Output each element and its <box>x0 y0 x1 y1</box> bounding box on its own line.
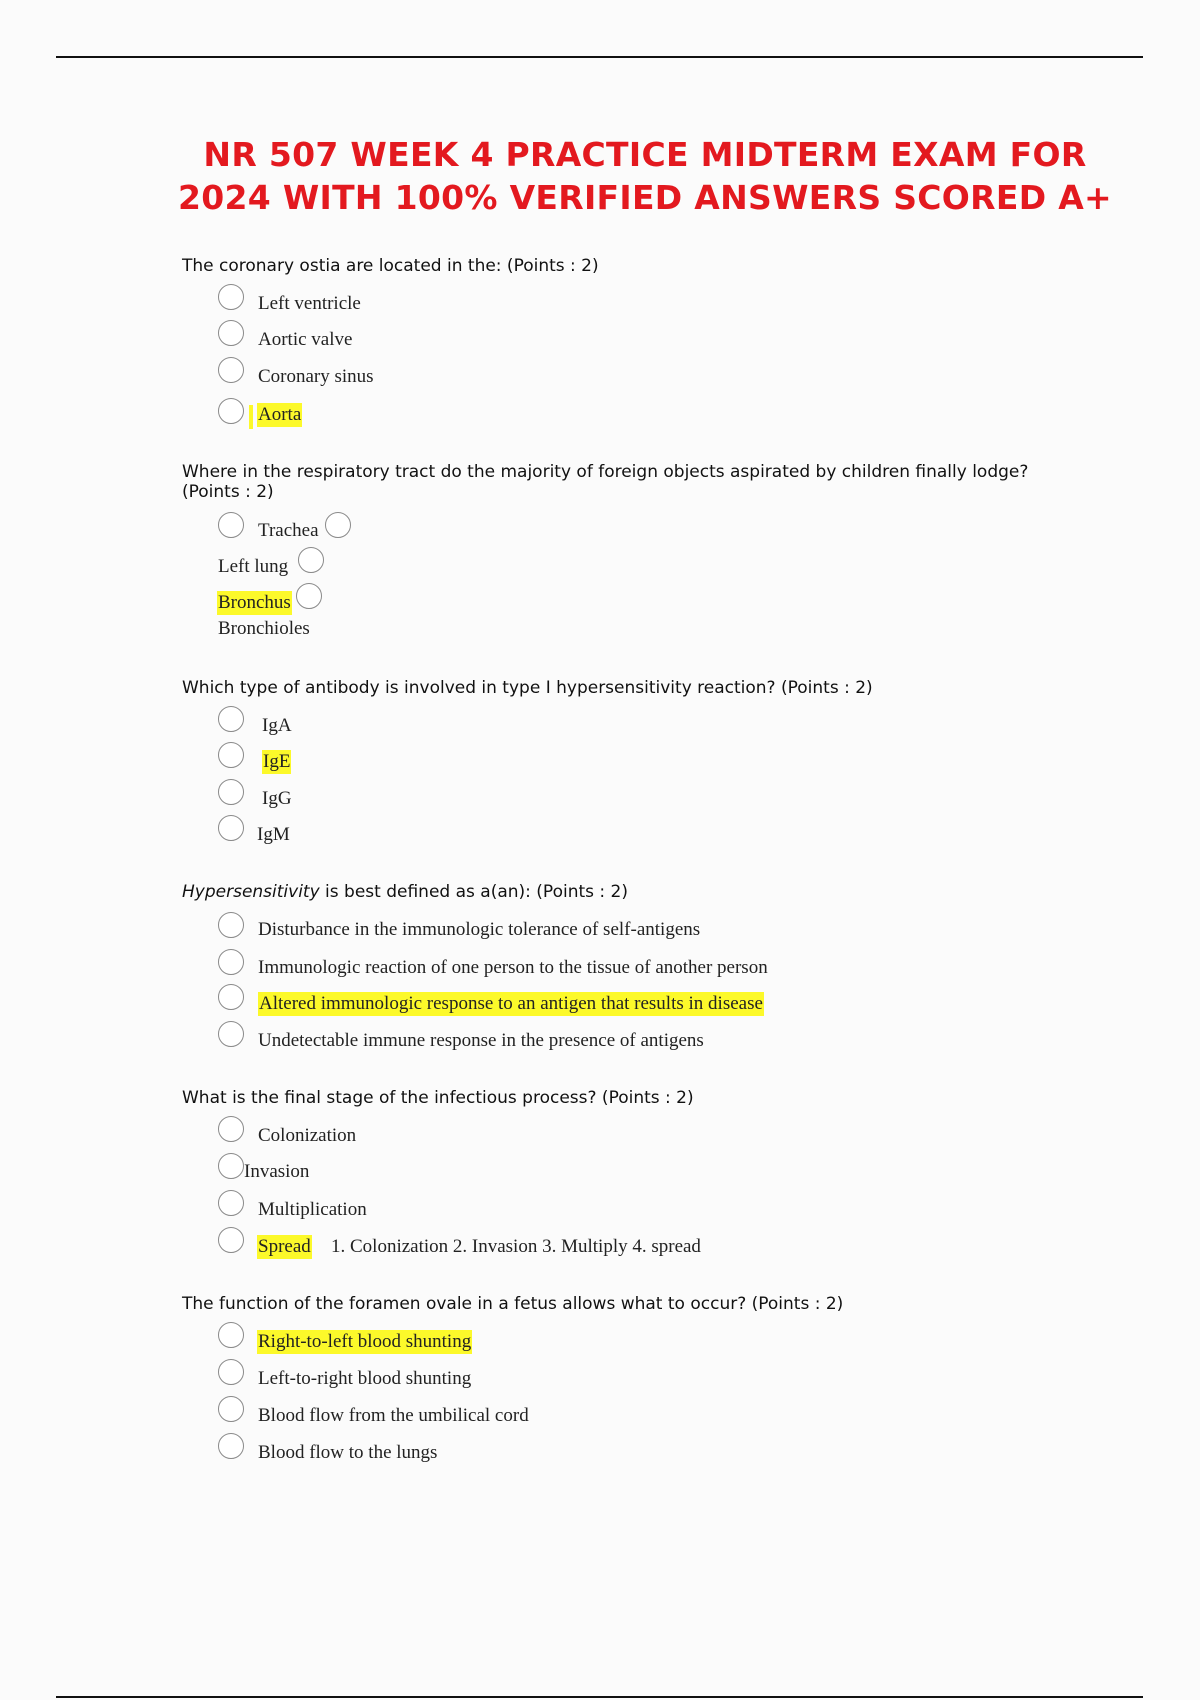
option-q3-c: IgG <box>262 788 292 809</box>
radio-q2-d[interactable] <box>296 583 322 609</box>
radio-q6-d[interactable] <box>218 1433 244 1459</box>
option-q2-a: Trachea <box>258 520 319 541</box>
radio-q6-b[interactable] <box>218 1359 244 1385</box>
option-q4-d: Undetectable immune response in the presence of antigens <box>258 1030 704 1051</box>
radio-q1-c[interactable] <box>218 357 244 383</box>
radio-q6-a[interactable] <box>218 1322 244 1348</box>
option-q2-c-answer: Bronchus <box>218 592 291 613</box>
radio-q4-b[interactable] <box>218 949 244 975</box>
option-q3-d: IgM <box>257 824 290 845</box>
option-q5-b: Invasion <box>244 1161 310 1182</box>
answer-note: 1. Colonization 2. Invasion 3. Multiply 4. spread <box>331 1236 701 1257</box>
option-q4-a: Disturbance in the immunologic tolerance of self-antigens <box>258 919 701 940</box>
radio-q5-c[interactable] <box>218 1190 244 1216</box>
radio-q5-a[interactable] <box>218 1116 244 1142</box>
option-q6-a-answer: Right-to-left blood shunting <box>258 1331 472 1352</box>
radio-q2-c[interactable] <box>298 547 324 573</box>
question-4-emphasis: Hypersensitivity <box>182 882 320 902</box>
title-line-1: NR 507 WEEK 4 PRACTICE MIDTERM EXAM FOR <box>203 135 1087 174</box>
option-q2-d: Bronchioles <box>218 618 310 639</box>
option-q6-c: Blood flow from the umbilical cord <box>258 1405 529 1426</box>
radio-q3-a[interactable] <box>218 706 244 732</box>
bottom-rule <box>56 1696 1143 1698</box>
option-q5-c: Multiplication <box>258 1199 367 1220</box>
option-q4-b: Immunologic reaction of one person to the tissue of another person <box>258 957 768 978</box>
radio-q3-b[interactable] <box>218 742 244 768</box>
radio-q2-b[interactable] <box>325 512 351 538</box>
option-q6-b: Left-to-right blood shunting <box>258 1368 472 1389</box>
page-title <box>0 133 1200 219</box>
question-4-rest: is best defined as a(an): (Points : 2) <box>319 882 628 902</box>
option-q5-d-answer: Spread <box>258 1236 311 1257</box>
option-q1-a: Left ventricle <box>258 293 361 314</box>
radio-q3-c[interactable] <box>218 779 244 805</box>
option-q4-c-answer: Altered immunologic response to an antigen that results in disease <box>259 993 763 1014</box>
question-6: The function of the foramen ovale in a fetus allows what to occur? (Points : 2) <box>182 1294 844 1314</box>
option-q1-c: Coronary sinus <box>258 366 374 387</box>
option-q6-d: Blood flow to the lungs <box>258 1442 438 1463</box>
option-q1-b: Aortic valve <box>258 329 353 350</box>
question-2: Where in the respiratory tract do the majority of foreign objects aspirated by children finally lodge? (Points : 2) <box>182 462 1029 502</box>
radio-q2-a[interactable] <box>218 512 244 538</box>
radio-q4-a[interactable] <box>218 912 244 938</box>
radio-q6-c[interactable] <box>218 1396 244 1422</box>
question-1: The coronary ostia are located in the: (Points : 2) <box>182 256 599 276</box>
question-4 <box>182 882 1042 902</box>
radio-q1-d[interactable] <box>218 398 244 424</box>
highlight-mark <box>249 405 253 429</box>
radio-q3-d[interactable] <box>218 815 244 841</box>
question-5: What is the final stage of the infectious process? (Points : 2) <box>182 1088 694 1108</box>
radio-q1-a[interactable] <box>218 284 244 310</box>
radio-q4-d[interactable] <box>218 1021 244 1047</box>
option-q2-b: Left lung <box>218 556 289 577</box>
top-rule <box>56 56 1143 58</box>
option-q1-d-answer: Aorta <box>258 404 302 425</box>
option-q5-a: Colonization <box>258 1125 357 1146</box>
radio-q4-c[interactable] <box>218 984 244 1010</box>
radio-q5-b[interactable] <box>218 1153 244 1179</box>
option-q3-a: IgA <box>262 715 292 736</box>
option-q3-b-answer: IgE <box>263 751 291 772</box>
radio-q1-b[interactable] <box>218 320 244 346</box>
title-line-2: 2024 WITH 100% VERIFIED ANSWERS SCORED A+ <box>178 178 1112 217</box>
question-3: Which type of antibody is involved in type I hypersensitivity reaction? (Points : 2) <box>182 678 873 698</box>
radio-q5-d[interactable] <box>218 1227 244 1253</box>
